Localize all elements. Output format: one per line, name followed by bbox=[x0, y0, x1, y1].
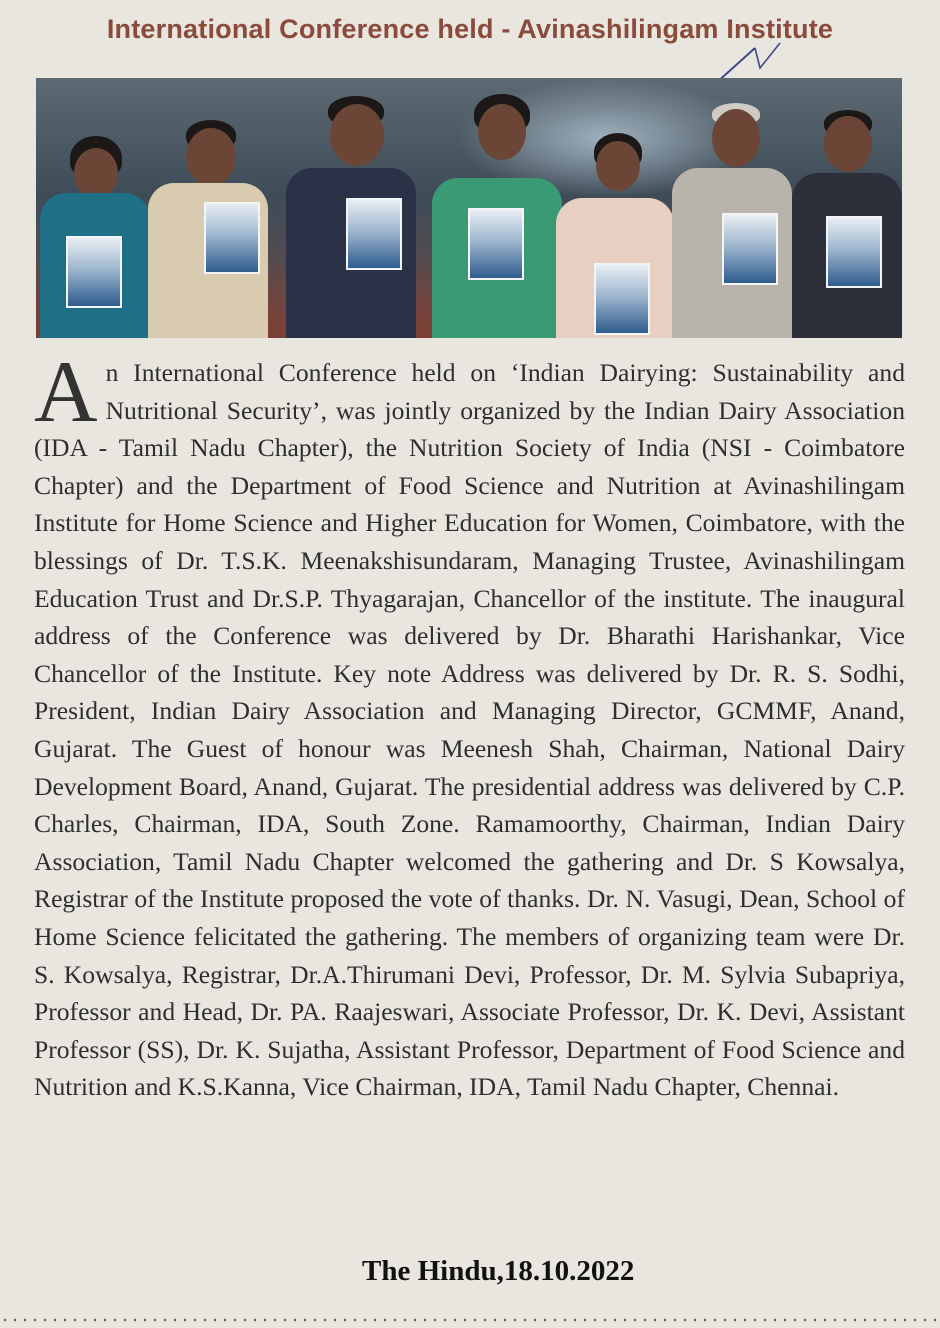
book-cover bbox=[722, 213, 778, 285]
person-3 bbox=[286, 88, 416, 338]
perforation-divider bbox=[0, 1318, 940, 1322]
person-6 bbox=[672, 93, 792, 338]
drop-cap: A bbox=[34, 344, 98, 441]
book-cover bbox=[468, 208, 524, 280]
person-7 bbox=[792, 98, 902, 338]
book-cover bbox=[826, 216, 882, 288]
headline: International Conference held - Avinashilingam Institute bbox=[106, 14, 834, 44]
person-4 bbox=[432, 88, 562, 338]
book-cover bbox=[594, 263, 650, 335]
book-cover bbox=[66, 236, 122, 308]
article-text: n International Conference held on ‘Indian Dairying: Sustainability and Nutritional Security’, was jointly organized by the Indian Dairy Association (IDA - Tamil Nadu Chapter), the Nutrition Society of India (NSI - Coimbatore Chapter) and the Department of Food Science and Nutrition at Avinashilingam Institute for Home Science and Higher Education for Women, Coimbatore, with the blessings of Dr. T.S.K. Meenakshisundaram, Managing Trustee, Avinashilingam Education Trust and Dr.S.P. Thyagarajan, Chancellor of the institute. The inaugural address of the Conference was delivered by Dr. Bharathi Harishankar, Vice Chancellor of the Institute. Key note Address was delivered by Dr. R. S. Sodhi, President, Indian Dairy Association and Managing Director, GCMMF, Anand, Gujarat. The Guest of honour was Meenesh Shah, Chairman, National Dairy Development Board, Anand, Gujarat. The presidential address was delivered by C.P. Charles, Chairman, IDA, South Zone. Ramamoorthy, Chairman, Indian Dairy Association, Tamil Nadu Chapter welcomed the gathering and Dr. S Kowsalya, Registrar of the Institute proposed the vote of thanks. Dr. N. Vasugi, Dean, School of Home Science felicitated the gathering. The members of organizing team were Dr. S. Kowsalya, Registrar, Dr.A.Thirumani Devi, Professor, Dr. M. Sylvia Subapriya, Professor and Head, Dr. PA. Raajeswari, Associate Professor, Dr. K. Devi, Assistant Professor (SS), Dr. K. Sujatha, Assistant Professor, Department of Food Science and Nutrition and K.S.Kanna, Vice Chairman, IDA, Tamil Nadu Chapter, Chennai. bbox=[34, 358, 905, 1102]
person-5 bbox=[556, 123, 674, 338]
source-credit: The Hindu,18.10.2022 bbox=[362, 1255, 635, 1287]
book-cover bbox=[346, 198, 402, 270]
person-1 bbox=[40, 108, 150, 338]
news-photo bbox=[36, 78, 902, 338]
person-2 bbox=[148, 98, 268, 338]
article-body bbox=[34, 344, 905, 1106]
book-cover bbox=[204, 202, 260, 274]
